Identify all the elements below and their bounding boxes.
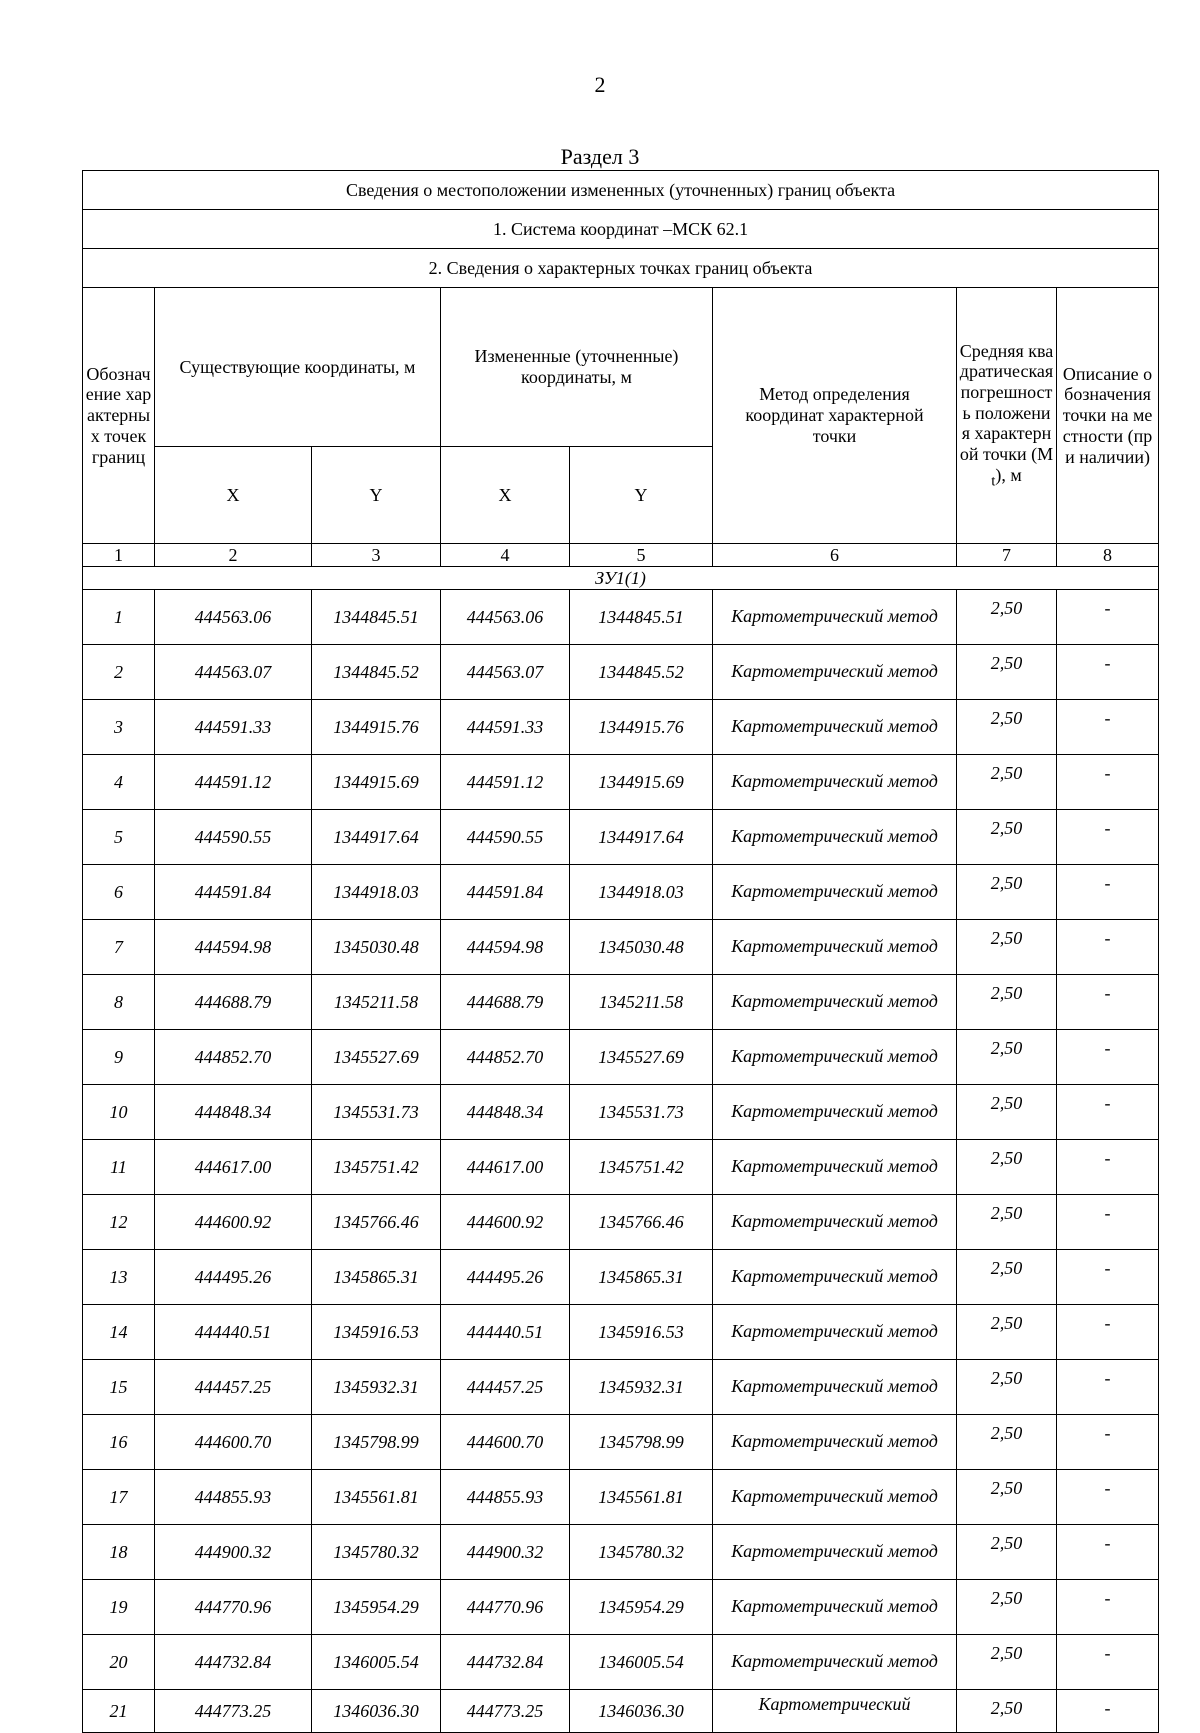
existing-y: 1345916.53: [312, 1305, 441, 1360]
table-row: [83, 1580, 1159, 1635]
changed-y: 1345865.31: [570, 1250, 713, 1305]
point-description: -: [1057, 920, 1159, 975]
method: Картометрический метод: [713, 865, 957, 920]
col-number: 1: [83, 544, 155, 567]
point-number: 10: [83, 1085, 155, 1140]
existing-y: 1345865.31: [312, 1250, 441, 1305]
changed-y: 1344845.51: [570, 590, 713, 645]
subscript-t: t: [991, 473, 996, 490]
point-number: 21: [83, 1690, 155, 1733]
changed-x: 444600.92: [441, 1195, 570, 1250]
existing-y: 1345766.46: [312, 1195, 441, 1250]
mean-square-error: 2,50: [957, 975, 1057, 1030]
method: Картометрический метод: [713, 1635, 957, 1690]
existing-x: 444773.25: [155, 1690, 312, 1733]
method: Картометрический метод: [713, 645, 957, 700]
table-row: [83, 920, 1159, 975]
point-description: -: [1057, 1470, 1159, 1525]
mean-square-error: 2,50: [957, 865, 1057, 920]
point-number: 15: [83, 1360, 155, 1415]
table-row: [83, 1635, 1159, 1690]
point-number: 14: [83, 1305, 155, 1360]
coord-system-row: [83, 210, 1159, 249]
existing-y: 1345751.42: [312, 1140, 441, 1195]
method: Картометрический метод: [713, 1470, 957, 1525]
changed-y: 1345766.46: [570, 1195, 713, 1250]
changed-x: 444773.25: [441, 1690, 570, 1733]
point-number: 6: [83, 865, 155, 920]
table-row: [83, 1470, 1159, 1525]
point-description: -: [1057, 1085, 1159, 1140]
point-number: 18: [83, 1525, 155, 1580]
existing-y: 1345531.73: [312, 1085, 441, 1140]
changed-x: 444852.70: [441, 1030, 570, 1085]
existing-y: 1345780.32: [312, 1525, 441, 1580]
table-row: [83, 1085, 1159, 1140]
changed-y: 1346036.30: [570, 1690, 713, 1733]
point-description: -: [1057, 590, 1159, 645]
table-row: [83, 1305, 1159, 1360]
point-description: -: [1057, 1140, 1159, 1195]
col-number: 4: [441, 544, 570, 567]
header-existing-y: Y: [312, 447, 441, 544]
point-number: 13: [83, 1250, 155, 1305]
point-number: 5: [83, 810, 155, 865]
changed-y: 1344845.52: [570, 645, 713, 700]
existing-y: 1345954.29: [312, 1580, 441, 1635]
coord-system: 1. Система координат –МСК 62.1: [83, 210, 1159, 249]
mean-square-error: 2,50: [957, 1030, 1057, 1085]
changed-y: 1345030.48: [570, 920, 713, 975]
table-row: [83, 975, 1159, 1030]
changed-y: 1345561.81: [570, 1470, 713, 1525]
method: Картометрический метод: [713, 920, 957, 975]
changed-x: 444563.07: [441, 645, 570, 700]
existing-y: 1344918.03: [312, 865, 441, 920]
existing-x: 444770.96: [155, 1580, 312, 1635]
changed-y: 1345780.32: [570, 1525, 713, 1580]
existing-y: 1345932.31: [312, 1360, 441, 1415]
point-number: 1: [83, 590, 155, 645]
changed-y: 1345954.29: [570, 1580, 713, 1635]
header-changed-y: Y: [570, 447, 713, 544]
mean-square-error: 2,50: [957, 590, 1057, 645]
point-description: -: [1057, 1250, 1159, 1305]
changed-x: 444591.33: [441, 700, 570, 755]
point-description: -: [1057, 1580, 1159, 1635]
table-row: [83, 590, 1159, 645]
changed-y: 1345211.58: [570, 975, 713, 1030]
existing-y: 1346036.30: [312, 1690, 441, 1733]
method: Картометрический метод: [713, 1195, 957, 1250]
point-description: -: [1057, 975, 1159, 1030]
table-row: [83, 700, 1159, 755]
table-row: [83, 1360, 1159, 1415]
table-row: [83, 645, 1159, 700]
existing-x: 444855.93: [155, 1470, 312, 1525]
point-description: -: [1057, 645, 1159, 700]
table-title: Сведения о местоположении измененных (уточненных) границ объекта: [83, 171, 1159, 210]
method: Картометрический метод: [713, 700, 957, 755]
header-changed-x: X: [441, 447, 570, 544]
boundary-points-table: [82, 170, 1159, 1733]
point-number: 16: [83, 1415, 155, 1470]
changed-y: 1344915.69: [570, 755, 713, 810]
method: Картометрический метод: [713, 1140, 957, 1195]
point-number: 8: [83, 975, 155, 1030]
point-number: 7: [83, 920, 155, 975]
existing-y: 1345798.99: [312, 1415, 441, 1470]
col-number: 7: [957, 544, 1057, 567]
changed-y: 1344918.03: [570, 865, 713, 920]
existing-x: 444563.06: [155, 590, 312, 645]
point-description: -: [1057, 1525, 1159, 1580]
point-number: 11: [83, 1140, 155, 1195]
changed-y: 1346005.54: [570, 1635, 713, 1690]
table-row: [83, 1250, 1159, 1305]
method: Картометрический метод: [713, 1580, 957, 1635]
existing-x: 444563.07: [155, 645, 312, 700]
existing-y: 1344917.64: [312, 810, 441, 865]
method: Картометрический метод: [713, 1030, 957, 1085]
changed-x: 444900.32: [441, 1525, 570, 1580]
existing-y: 1344845.51: [312, 590, 441, 645]
changed-x: 444688.79: [441, 975, 570, 1030]
point-number: 17: [83, 1470, 155, 1525]
table-row: [83, 1195, 1159, 1250]
changed-y: 1345531.73: [570, 1085, 713, 1140]
point-number: 19: [83, 1580, 155, 1635]
changed-x: 444600.70: [441, 1415, 570, 1470]
section-title: Раздел 3: [560, 144, 640, 169]
changed-x: 444563.06: [441, 590, 570, 645]
changed-x: 444594.98: [441, 920, 570, 975]
mean-square-error: 2,50: [957, 1250, 1057, 1305]
method: Картометрический метод: [713, 1085, 957, 1140]
points-title: 2. Сведения о характерных точках границ объекта: [83, 249, 1159, 288]
point-number: 9: [83, 1030, 155, 1085]
method: Картометрический: [713, 1690, 957, 1733]
method: Картометрический метод: [713, 590, 957, 645]
mean-square-error: 2,50: [957, 1635, 1057, 1690]
point-number: 4: [83, 755, 155, 810]
header-method: Метод определения координат характерной точки: [713, 288, 957, 544]
mean-square-error: 2,50: [957, 920, 1057, 975]
point-number: 20: [83, 1635, 155, 1690]
point-description: -: [1057, 755, 1159, 810]
points-title-row: [83, 249, 1159, 288]
point-description: -: [1057, 1415, 1159, 1470]
mean-square-error: 2,50: [957, 1360, 1057, 1415]
existing-y: 1344915.69: [312, 755, 441, 810]
header-row-1: [83, 288, 1159, 447]
mean-square-error: 2,50: [957, 1140, 1057, 1195]
mean-square-error: 2,50: [957, 645, 1057, 700]
mean-square-error: 2,50: [957, 810, 1057, 865]
header-error: [957, 288, 1057, 544]
mean-square-error: 2,50: [957, 1525, 1057, 1580]
point-description: -: [1057, 810, 1159, 865]
column-numbers-row: [83, 544, 1159, 567]
point-number: 12: [83, 1195, 155, 1250]
changed-y: 1345932.31: [570, 1360, 713, 1415]
method: Картометрический метод: [713, 810, 957, 865]
changed-x: 444855.93: [441, 1470, 570, 1525]
point-number: 3: [83, 700, 155, 755]
col-number: 5: [570, 544, 713, 567]
col-number: 8: [1057, 544, 1159, 567]
point-description: -: [1057, 1635, 1159, 1690]
changed-x: 444591.12: [441, 755, 570, 810]
mean-square-error: 2,50: [957, 1690, 1057, 1733]
existing-y: 1344915.76: [312, 700, 441, 755]
table-row: [83, 865, 1159, 920]
point-description: -: [1057, 1305, 1159, 1360]
header-error-text: Средняя квадратическая погрешность положения характерной точки $(M_t)$, м: [959, 340, 1054, 490]
changed-y: 1345751.42: [570, 1140, 713, 1195]
existing-x: 444600.92: [155, 1195, 312, 1250]
point-description: -: [1057, 700, 1159, 755]
table-row: [83, 1690, 1159, 1733]
mean-square-error: 2,50: [957, 1415, 1057, 1470]
group-row: [83, 567, 1159, 590]
changed-y: 1345916.53: [570, 1305, 713, 1360]
header-description: Описание обозначения точки на местности (при наличии): [1057, 288, 1159, 544]
point-description: -: [1057, 1030, 1159, 1085]
changed-y: 1345527.69: [570, 1030, 713, 1085]
mean-square-error: 2,50: [957, 1305, 1057, 1360]
changed-x: 444770.96: [441, 1580, 570, 1635]
existing-y: 1346005.54: [312, 1635, 441, 1690]
existing-y: 1345561.81: [312, 1470, 441, 1525]
existing-x: 444900.32: [155, 1525, 312, 1580]
point-description: -: [1057, 1360, 1159, 1415]
existing-y: 1345211.58: [312, 975, 441, 1030]
changed-x: 444848.34: [441, 1085, 570, 1140]
header-changed-coords: Измененные (уточненные) координаты, м: [441, 288, 713, 447]
col-number: 3: [312, 544, 441, 567]
method: Картометрический метод: [713, 755, 957, 810]
method: Картометрический метод: [713, 975, 957, 1030]
header-existing-coords: Существующие координаты, м: [155, 288, 441, 447]
changed-x: 444732.84: [441, 1635, 570, 1690]
existing-x: 444591.84: [155, 865, 312, 920]
existing-x: 444591.12: [155, 755, 312, 810]
group-label: ЗУ1(1): [83, 567, 1159, 590]
changed-x: 444495.26: [441, 1250, 570, 1305]
method: Картометрический метод: [713, 1525, 957, 1580]
changed-y: 1345798.99: [570, 1415, 713, 1470]
method: Картометрический метод: [713, 1250, 957, 1305]
mean-square-error: 2,50: [957, 1195, 1057, 1250]
header-point-designation: Обозначение характерных точек границ: [83, 288, 155, 544]
point-description: -: [1057, 865, 1159, 920]
header-existing-x: X: [155, 447, 312, 544]
table-row: [83, 1415, 1159, 1470]
existing-x: 444852.70: [155, 1030, 312, 1085]
existing-y: 1344845.52: [312, 645, 441, 700]
existing-x: 444495.26: [155, 1250, 312, 1305]
existing-x: 444590.55: [155, 810, 312, 865]
existing-x: 444600.70: [155, 1415, 312, 1470]
table-row: [83, 755, 1159, 810]
mean-square-error: 2,50: [957, 755, 1057, 810]
table-title-row: [83, 171, 1159, 210]
existing-x: 444440.51: [155, 1305, 312, 1360]
changed-y: 1344915.76: [570, 700, 713, 755]
changed-y: 1344917.64: [570, 810, 713, 865]
existing-y: 1345030.48: [312, 920, 441, 975]
point-description: -: [1057, 1195, 1159, 1250]
existing-x: 444732.84: [155, 1635, 312, 1690]
page-number: 2: [594, 72, 606, 97]
table-row: [83, 1030, 1159, 1085]
point-number: 2: [83, 645, 155, 700]
existing-y: 1345527.69: [312, 1030, 441, 1085]
col-number: 2: [155, 544, 312, 567]
changed-x: 444440.51: [441, 1305, 570, 1360]
changed-x: 444591.84: [441, 865, 570, 920]
changed-x: 444457.25: [441, 1360, 570, 1415]
method: Картометрический метод: [713, 1305, 957, 1360]
existing-x: 444591.33: [155, 700, 312, 755]
mean-square-error: 2,50: [957, 1085, 1057, 1140]
method: Картометрический метод: [713, 1360, 957, 1415]
table-row: [83, 1140, 1159, 1195]
existing-x: 444688.79: [155, 975, 312, 1030]
mean-square-error: 2,50: [957, 1470, 1057, 1525]
mean-square-error: 2,50: [957, 700, 1057, 755]
existing-x: 444594.98: [155, 920, 312, 975]
method: Картометрический метод: [713, 1415, 957, 1470]
changed-x: 444617.00: [441, 1140, 570, 1195]
changed-x: 444590.55: [441, 810, 570, 865]
table-row: [83, 810, 1159, 865]
col-number: 6: [713, 544, 957, 567]
table-row: [83, 1525, 1159, 1580]
existing-x: 444617.00: [155, 1140, 312, 1195]
mean-square-error: 2,50: [957, 1580, 1057, 1635]
existing-x: 444848.34: [155, 1085, 312, 1140]
existing-x: 444457.25: [155, 1360, 312, 1415]
point-description: -: [1057, 1690, 1159, 1733]
